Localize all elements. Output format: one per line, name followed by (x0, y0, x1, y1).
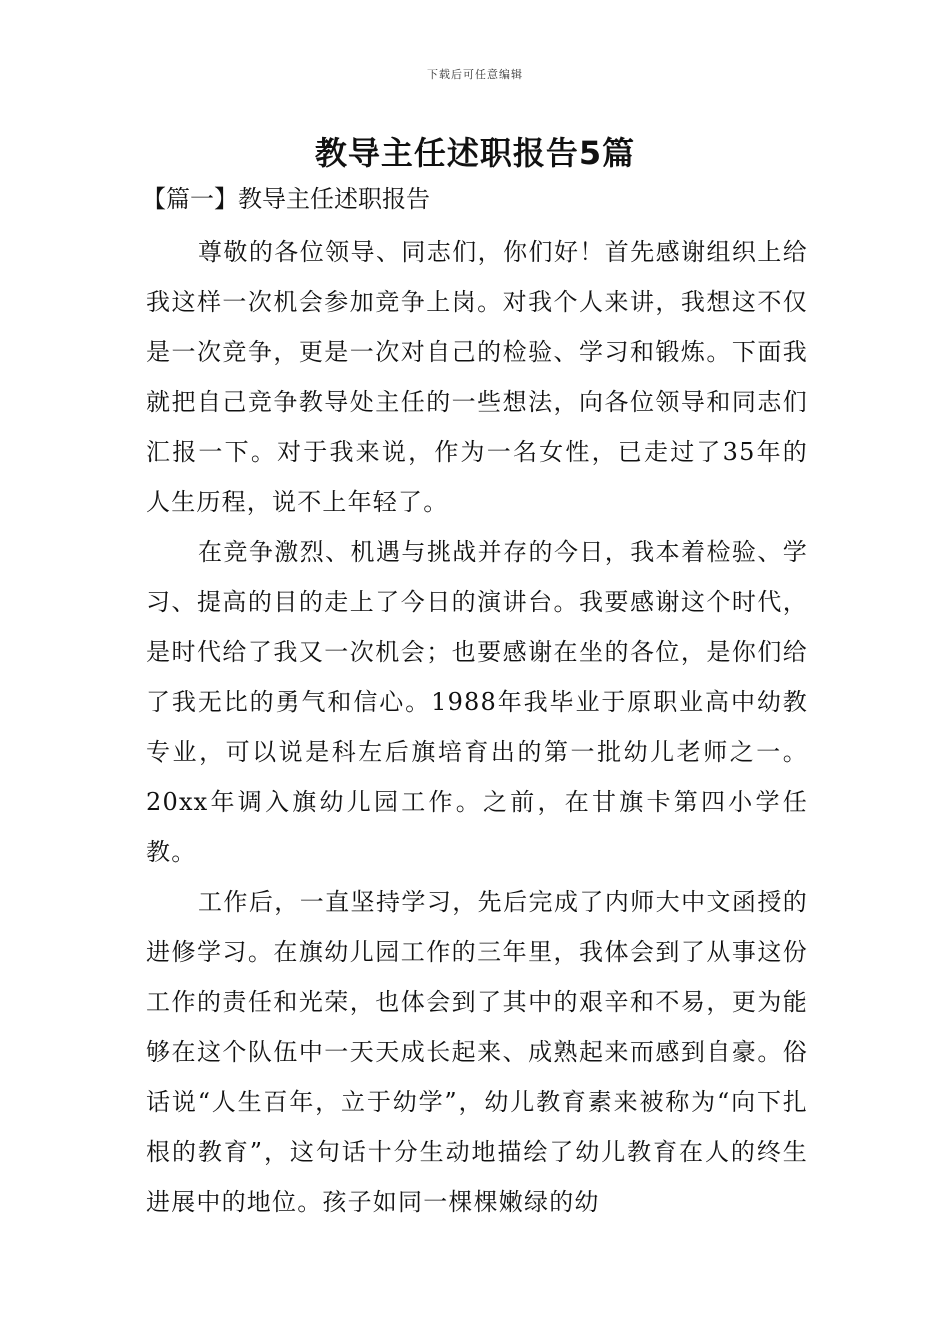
document-title: 教导主任述职报告5篇 (314, 134, 636, 172)
body-paragraph-3: 工作后，一直坚持学习，先后完成了内师大中文函授的进修学习。在旗幼儿园工作的三年里，我体会到了从事这份工作的责任和光荣，也体会到了其中的艰辛和不易，更为能够在这个队伍中一天天成长起来、成熟起来而感到自豪。俗话说“人生百年，立于幼学”，幼儿教育素来被称为“向下扎根的教育”，这句话十分生动地描绘了幼儿教育在人的终生进展中的地位。孩子如同一棵棵嫩绿的幼 (146, 888, 808, 1216)
section-heading: 【篇一】教导主任述职报告 (142, 185, 430, 213)
body-paragraph-1: 尊敬的各位领导、同志们，你们好！首先感谢组织上给我这样一次机会参加竞争上岗。对我个人来讲，我想这不仅是一次竞争，更是一次对自己的检验、学习和锻炼。下面我就把自己竞争教导处主任的一些想法，向各位领导和同志们汇报一下。对于我来说，作为一名女性，已走过了35年的人生历程，说不上年轻了。 (146, 238, 808, 516)
document-body (142, 178, 808, 1227)
body-paragraph-2: 在竞争激烈、机遇与挑战并存的今日，我本着检验、学习、提高的目的走上了今日的演讲台。我要感谢这个时代，是时代给了我又一次机会；也要感谢在坐的各位，是你们给了我无比的勇气和信心。1988年我毕业于原职业高中幼教专业，可以说是科左后旗培育出的第一批幼儿老师之一。20xx年调入旗幼儿园工作。之前，在甘旗卡第四小学任教。 (146, 538, 808, 866)
header-note: 下载后可任意编辑 (427, 68, 523, 81)
